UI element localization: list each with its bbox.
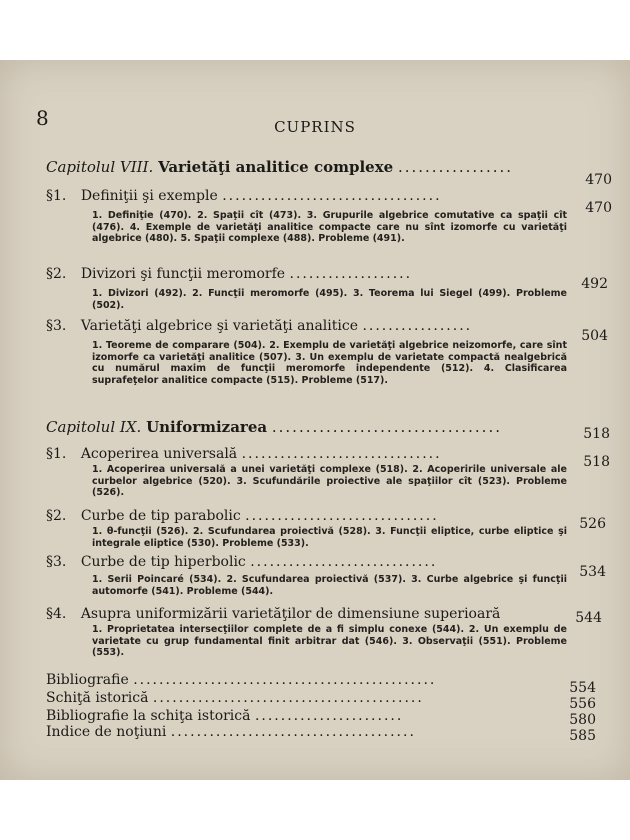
section-page: 544 [575, 610, 602, 626]
section-title: Varietăţi algebrice şi varietăţi analitice [80, 318, 358, 334]
section-heading [46, 266, 412, 282]
chapter-heading [46, 418, 502, 436]
section-contents: 1. Proprietatea intersecţiilor complete de a fi simplu conexe (544). 2. Un exemplu de varietate cu grup fundamental finit arbitrar dat (546). 3. Observaţii (551). Probleme (553). [92, 624, 567, 658]
chapter-title: Uniformizarea [146, 418, 268, 436]
end-entry-title: Indice de noţiuni [46, 724, 167, 740]
leader-dots: ...................................... [170, 724, 416, 740]
chapter-label: Capitolul VIII. [46, 158, 154, 176]
end-entry [46, 690, 424, 706]
section-page: 492 [581, 276, 608, 292]
section-heading [46, 188, 442, 204]
section-contents: 1. Acoperirea universală a unei varietăţi complexe (518). 2. Acoperirile universale ale curbelor algebrice (520). 3. Scufundările proiective ale spaţiilor cît (523). Probleme (526). [92, 464, 567, 498]
section-number: §3. [46, 318, 67, 334]
section-page: 534 [579, 564, 606, 580]
section-number: §1. [46, 446, 67, 462]
leader-dots: ................. [397, 158, 514, 176]
page-number: 8 [36, 106, 49, 130]
leader-dots: .................................. [222, 188, 442, 204]
leader-dots: ................... [289, 266, 413, 282]
leader-dots: ....................... [254, 708, 404, 724]
section-page: 518 [583, 454, 610, 470]
leader-dots: ............................................... [133, 672, 437, 688]
section-number: §3. [46, 554, 67, 570]
section-number: §1. [46, 188, 67, 204]
leader-dots: .............................. [245, 508, 439, 524]
leader-dots: ................. [362, 318, 473, 334]
chapter-page: 518 [583, 426, 610, 442]
page-header: CUPRINS [274, 118, 356, 136]
section-number: §4. [46, 606, 67, 622]
leader-dots: .......................................... [152, 690, 424, 706]
end-entry-page: 580 [569, 712, 596, 728]
section-contents: 1. θ-funcţii (526). 2. Scufundarea proiectivă (528). 3. Funcţii eliptice, curbe eliptice şi integrale eliptice (530). Probleme (533). [92, 526, 567, 549]
section-number: §2. [46, 508, 67, 524]
end-entry [46, 724, 416, 740]
section-page: 526 [579, 516, 606, 532]
section-heading [46, 446, 442, 462]
end-entry-title: Bibliografie la schiţa istorică [46, 708, 251, 724]
section-title: Divizori şi funcţii meromorfe [80, 266, 286, 282]
section-page: 504 [581, 328, 608, 344]
section-title: Asupra uniformizării varietăţilor de dimensiune superioară [80, 606, 501, 622]
section-heading [46, 606, 500, 622]
section-number: §2. [46, 266, 67, 282]
section-contents: 1. Teoreme de comparare (504). 2. Exemplu de varietăţi algebrice neizomorfe, care sînt izomorfe ca varietăţi analitice (507). 3. Un exemplu de varietate compactă nealgebrică cu numărul maxim de funcţii meromorfe independente (512). 4. Clasificarea suprafeţelor analitice compacte (515). Probleme (517). [92, 340, 567, 386]
end-entry-page: 554 [569, 680, 596, 696]
section-contents: 1. Serii Poincaré (534). 2. Scufundarea proiectivă (537). 3. Curbe algebrice şi funcţii automorfe (541). Probleme (544). [92, 574, 567, 597]
end-entry [46, 672, 436, 688]
end-entry-page: 556 [569, 696, 596, 712]
chapter-heading [46, 158, 513, 176]
section-contents: 1. Divizori (492). 2. Funcţii meromorfe (495). 3. Teorema lui Siegel (499). Probleme (502). [92, 288, 567, 311]
end-entry [46, 708, 403, 724]
section-heading [46, 318, 472, 334]
section-title: Acoperirea universală [80, 446, 238, 462]
section-contents: 1. Definiţie (470). 2. Spaţii cît (473). 3. Grupurile algebrice comutative ca spaţii cît (476). 4. Exemple de varietăţi analitice compacte care nu sînt izomorfe cu varietăţi algebrice (480). 5. Spaţii complexe (488). Probleme (491). [92, 210, 567, 244]
chapter-label: Capitolul IX. [46, 418, 142, 436]
section-title: Curbe de tip hiperbolic [80, 554, 246, 570]
end-entry-title: Schiţă istorică [46, 690, 149, 706]
leader-dots: .................................. [271, 418, 502, 436]
section-title: Curbe de tip parabolic [80, 508, 241, 524]
section-title: Definiţii şi exemple [80, 188, 218, 204]
leader-dots: ............................... [241, 446, 442, 462]
book-page [0, 60, 630, 780]
section-heading [46, 554, 437, 570]
end-entry-page: 585 [569, 728, 596, 744]
section-page: 470 [585, 200, 612, 216]
section-heading [46, 508, 439, 524]
chapter-page: 470 [585, 172, 612, 188]
chapter-title: Varietăţi analitice complexe [158, 158, 394, 176]
leader-dots: ............................. [250, 554, 438, 570]
end-entry-title: Bibliografie [46, 672, 129, 688]
